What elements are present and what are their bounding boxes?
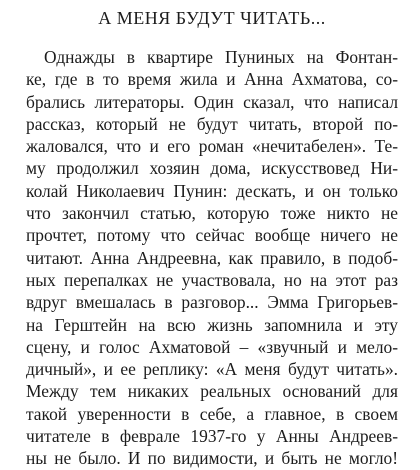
- heading-spacer: [26, 30, 398, 46]
- text-line: дичный», и ее реплику: «А меня будут читать».: [26, 359, 398, 380]
- text-line: такой уверенности в себе, а главное, в своем: [26, 403, 398, 424]
- text-line: читают. Анна Андреевна, как правило, в подоб-: [26, 247, 398, 268]
- text-line: читателе в феврале 1937-го у Анны Андреев-: [26, 426, 398, 447]
- text-line: жаловался, что и его роман «нечитабелен». Те-: [26, 136, 398, 157]
- text-line: вдруг вмешалась в разговор... Эмма Григорьев-: [26, 292, 398, 313]
- text-line: Однажды в квартире Пуниных на Фонтан-: [44, 47, 398, 67]
- text-line: прочтет, потому что сейчас вообще ничего не: [26, 225, 398, 246]
- text-line: рассказ, который не будут читать, второй по-: [26, 113, 398, 134]
- text-line: сцену, и голос Ахматовой – «звучный и мело-: [26, 336, 398, 357]
- body-paragraph: [26, 46, 398, 470]
- text-line: на Герштейн на всю жизнь запомнила и эту: [26, 314, 398, 335]
- text-line: колай Николаевич Пунин: дескать, и он только: [26, 180, 398, 201]
- chapter-heading: А МЕНЯ БУДУТ ЧИТАТЬ...: [98, 8, 326, 28]
- text-line: что закончил статью, которую тоже никто не: [26, 203, 398, 224]
- text-line: ных перепалках не участвовала, но на этот раз: [26, 269, 398, 290]
- text-line: ны не было. И по видимости, и быть не могло!: [26, 448, 398, 469]
- text-line: му продолжил хозяин дома, искусствовед Ни-: [26, 158, 398, 179]
- text-line: Между тем никаких реальных оснований для: [26, 381, 398, 402]
- text-line: ке, где в то время жила и Анна Ахматова, со-: [26, 69, 398, 90]
- text-line: брались литераторы. Один сказал, что написал: [26, 91, 398, 112]
